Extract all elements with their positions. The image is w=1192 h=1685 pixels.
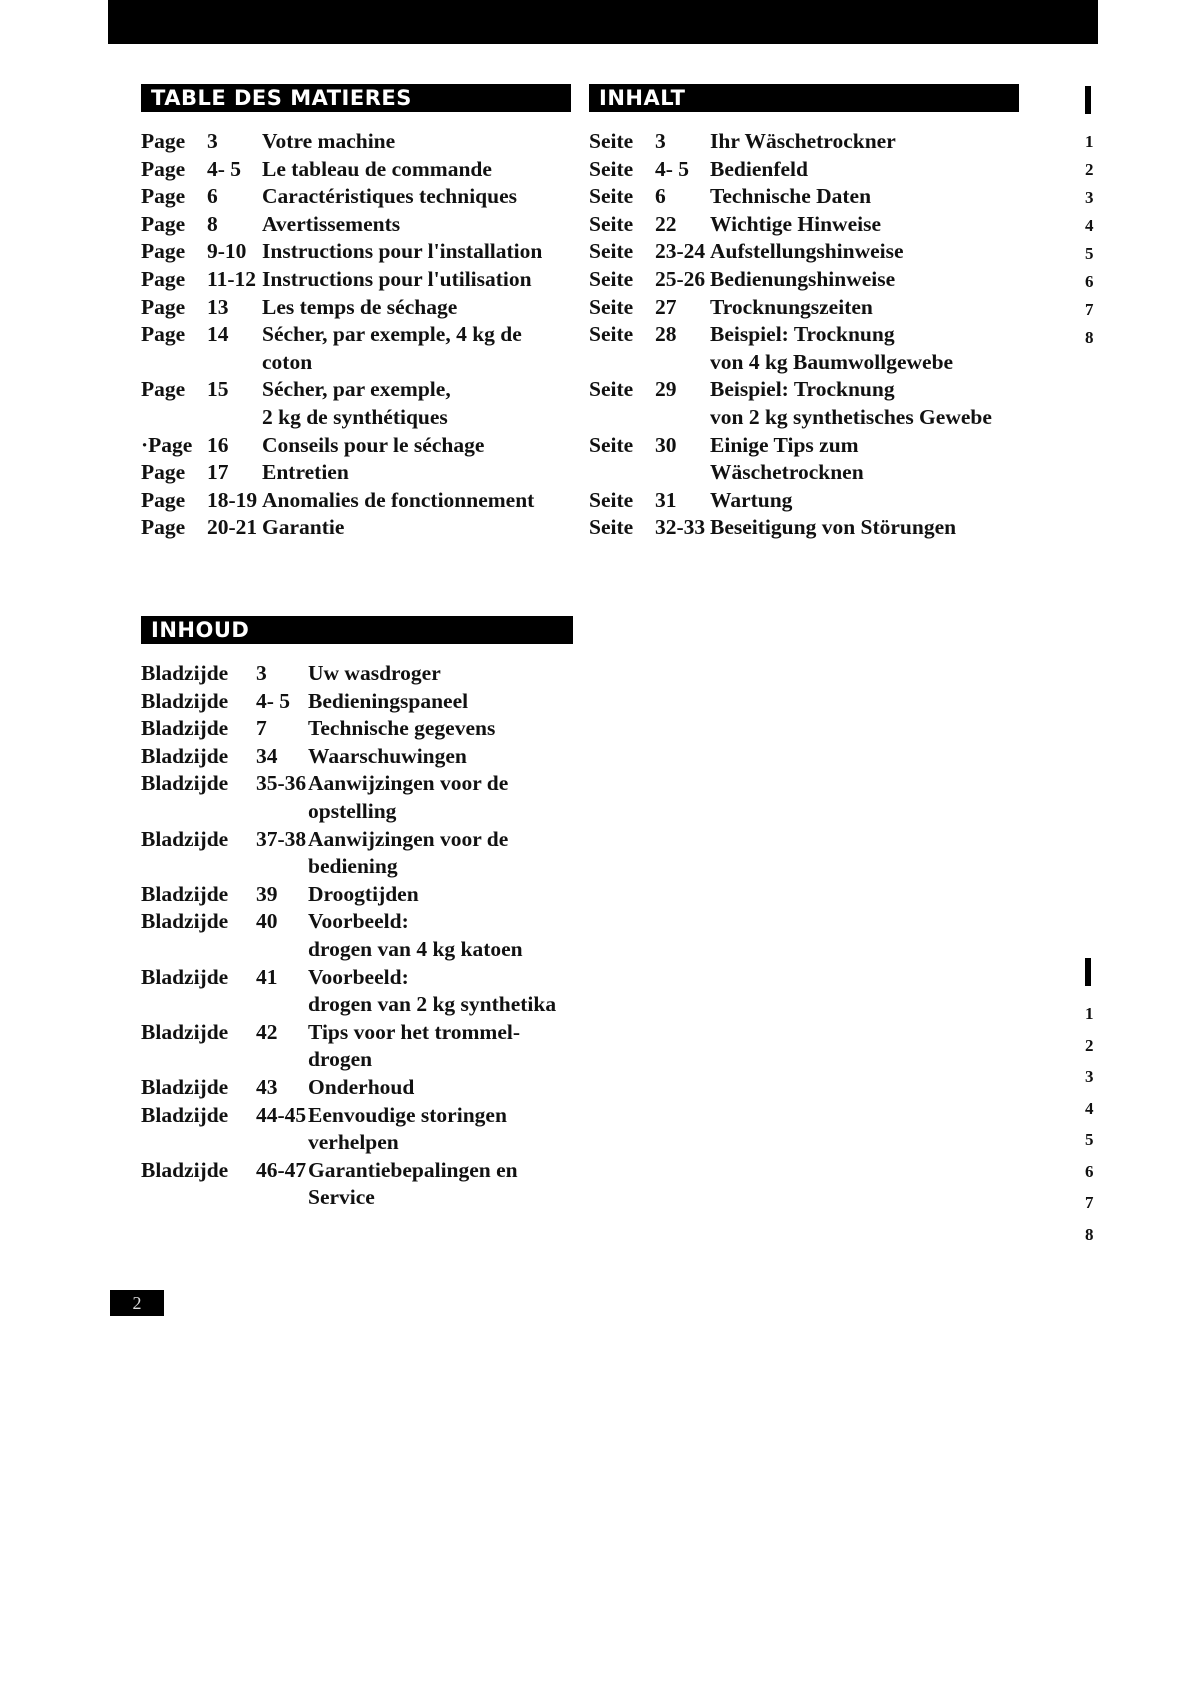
toc-entry — [589, 238, 992, 266]
toc-entry — [141, 128, 542, 156]
toc-entry — [141, 266, 542, 294]
toc-entry-title-line: Sécher, par exemple, 4 kg de — [262, 322, 522, 347]
toc-entry-title — [308, 743, 467, 771]
toc-entry — [141, 1102, 556, 1157]
toc-entry — [141, 908, 556, 963]
toc-entry-label: Bladzijde — [141, 661, 229, 685]
toc-entry-title-line: Technische Daten — [710, 184, 872, 209]
toc-entry — [141, 1019, 556, 1074]
toc-entry-title — [262, 376, 451, 431]
toc-entry-title-line: Conseils pour le séchage — [262, 432, 485, 457]
toc-entry-title — [308, 964, 556, 1019]
toc-entry — [589, 183, 992, 211]
margin-marker-bottom — [1085, 958, 1091, 986]
toc-entry-title — [308, 881, 419, 909]
toc-entry — [141, 881, 556, 909]
toc-entry-title — [710, 211, 881, 239]
toc-entry-title — [308, 826, 508, 881]
toc-entry-page: 46-47 — [256, 1157, 307, 1182]
toc-entry — [589, 266, 992, 294]
toc-entry-title-line: Bedienfeld — [710, 156, 808, 181]
toc-entry-title — [308, 715, 495, 743]
toc-entry-title-continuation: drogen — [308, 1047, 373, 1072]
toc-entry-title — [308, 1074, 414, 1102]
toc-entry — [589, 294, 992, 322]
toc-entry-title-line: Sécher, par exemple, — [262, 377, 451, 402]
toc-entry-label: Bladzijde — [141, 743, 229, 768]
dutch-toc-heading: INHOUD — [141, 616, 573, 644]
toc-entry-label: Page — [141, 487, 186, 512]
toc-entry-title-line: Ihr Wäschetrockner — [710, 129, 896, 153]
toc-entry-title — [710, 321, 953, 376]
toc-entry-title — [308, 1019, 520, 1074]
toc-entry-title-line: Garantiebepalingen en — [308, 1157, 518, 1182]
toc-entry-title — [262, 487, 534, 515]
toc-entry-label: Bladzijde — [141, 771, 229, 796]
toc-entry-title-continuation: opstelling — [308, 798, 397, 823]
top-black-bar — [108, 0, 1098, 44]
toc-entry-label: Page — [141, 460, 186, 485]
toc-entry-title — [710, 487, 792, 515]
toc-entry — [141, 514, 542, 542]
toc-entry-title-line: Waarschuwingen — [308, 743, 467, 768]
margin-number: 7 — [1085, 1193, 1094, 1212]
toc-entry-page: 27 — [655, 294, 677, 319]
margin-number: 5 — [1085, 1130, 1094, 1149]
toc-entry-title-continuation: drogen van 2 kg synthetika — [308, 992, 557, 1017]
toc-entry-title-line: Uw wasdroger — [308, 661, 441, 685]
toc-entry-label: Page — [141, 184, 186, 209]
toc-entry-page: 17 — [207, 460, 229, 485]
toc-entry-label: Bladzijde — [141, 909, 229, 934]
toc-entry — [141, 238, 542, 266]
margin-number: 8 — [1085, 1224, 1094, 1244]
toc-entry-page: 44-45 — [256, 1102, 307, 1127]
toc-entry-title-line: Entretien — [262, 460, 349, 485]
toc-entry-page: 3 — [256, 661, 267, 685]
toc-entry-title-line: Wichtige Hinweise — [710, 211, 881, 236]
toc-entry — [141, 183, 542, 211]
toc-entry-title-line: Aufstellungshinweise — [710, 239, 904, 264]
toc-entry-title — [710, 183, 871, 211]
margin-number: 5 — [1085, 244, 1094, 263]
toc-entry-title-line: Tips voor het trommel- — [308, 1019, 520, 1044]
toc-entry-label: Page — [141, 377, 186, 402]
toc-entry — [141, 156, 542, 184]
toc-entry-label: Seite — [589, 266, 634, 291]
toc-entry — [589, 514, 992, 542]
french-toc-heading: TABLE DES MATIERES — [141, 84, 571, 112]
toc-entry-title-line: Beispiel: Trocknung — [710, 377, 895, 402]
page-number-badge: 2 — [110, 1290, 164, 1316]
toc-entry — [141, 964, 556, 1019]
toc-entry-label: Seite — [589, 129, 634, 153]
margin-number: 4 — [1085, 216, 1094, 235]
toc-entry — [589, 156, 992, 184]
toc-entry — [141, 294, 542, 322]
toc-entry-label: Page — [141, 266, 186, 291]
toc-entry-label: Seite — [589, 377, 634, 402]
dutch-toc — [141, 660, 556, 1212]
toc-entry-page: 4- 5 — [256, 688, 291, 713]
toc-entry-title-continuation: Wäschetrocknen — [710, 460, 864, 485]
toc-entry-title-line: Beseitigung von Störungen — [710, 515, 957, 540]
toc-entry-title — [262, 156, 492, 184]
toc-entry-label: Bladzijde — [141, 1102, 229, 1127]
toc-entry-title-line: Bedienungshinweise — [710, 266, 896, 291]
toc-entry-title — [710, 266, 895, 294]
toc-entry-title-line: Einige Tips zum — [710, 432, 859, 457]
toc-entry — [141, 211, 542, 239]
toc-entry-title-continuation: verhelpen — [308, 1130, 399, 1155]
toc-entry-page: 7 — [256, 716, 267, 741]
toc-entry-title-line: Garantie — [262, 515, 345, 540]
toc-entry-title — [710, 238, 904, 266]
toc-entry-title — [308, 1102, 507, 1157]
toc-entry-page: 14 — [207, 322, 229, 347]
toc-entry-page: 39 — [256, 881, 278, 906]
toc-entry-title — [262, 514, 344, 542]
toc-entry — [141, 432, 542, 460]
toc-entry-page: 34 — [256, 743, 278, 768]
margin-number: 8 — [1085, 328, 1094, 347]
toc-entry — [589, 487, 992, 515]
toc-entry-label: Seite — [589, 239, 634, 264]
toc-entry — [141, 487, 542, 515]
german-toc-heading: INHALT — [589, 84, 1019, 112]
toc-entry — [589, 321, 992, 376]
toc-entry-page: 6 — [207, 184, 218, 209]
toc-entry-label: Page — [141, 294, 186, 319]
toc-entry-page: 43 — [256, 1074, 278, 1099]
toc-entry — [141, 321, 542, 376]
toc-entry — [141, 770, 556, 825]
toc-entry-label: Bladzijde — [141, 881, 229, 906]
toc-entry-title-line: Droogtijden — [308, 881, 419, 906]
toc-entry-page: 22 — [655, 211, 677, 236]
toc-entry-title-line: Instructions pour l'installation — [262, 239, 543, 264]
toc-entry — [589, 128, 992, 156]
toc-entry — [589, 211, 992, 239]
toc-entry-title — [710, 376, 992, 431]
toc-entry — [141, 376, 542, 431]
toc-entry-page: 42 — [256, 1019, 278, 1044]
margin-marker-top — [1085, 86, 1091, 114]
toc-entry-page: 30 — [655, 432, 677, 457]
toc-entry-label: Page — [141, 239, 186, 264]
toc-entry-page: 9-10 — [207, 239, 247, 264]
toc-entry-label: Seite — [589, 184, 634, 209]
toc-entry-title-continuation: Service — [308, 1185, 375, 1210]
margin-number: 1 — [1085, 132, 1094, 151]
toc-entry-page: 29 — [655, 377, 677, 402]
margin-number: 6 — [1085, 272, 1094, 291]
toc-entry-title-line: Trocknungszeiten — [710, 294, 873, 319]
toc-entry-label: Page — [141, 129, 186, 153]
toc-entry-title — [262, 432, 484, 460]
toc-entry-page: 41 — [256, 964, 278, 989]
toc-entry-label: Page — [141, 211, 186, 236]
toc-entry-page: 40 — [256, 909, 278, 934]
toc-entry-label: Seite — [589, 294, 634, 319]
toc-entry-label: Bladzijde — [141, 1157, 229, 1182]
toc-entry-title — [262, 183, 517, 211]
toc-entry-label: Bladzijde — [141, 1019, 229, 1044]
toc-entry-label: Seite — [589, 156, 634, 181]
toc-entry-title-continuation: 2 kg de synthétiques — [262, 404, 448, 429]
margin-number: 2 — [1085, 160, 1094, 179]
toc-entry-page: 28 — [655, 322, 677, 347]
toc-entry-title-line: Anomalies de fonctionnement — [262, 487, 535, 512]
toc-entry-label: Page — [141, 515, 186, 540]
toc-entry-label: Seite — [589, 211, 634, 236]
toc-entry-title-line: Le tableau de commande — [262, 156, 492, 181]
toc-entry-label: Page — [141, 156, 186, 181]
toc-entry-page: 11-12 — [207, 266, 256, 291]
toc-entry-title-line: Technische gegevens — [308, 716, 496, 741]
toc-entry — [141, 459, 542, 487]
toc-entry-label: Seite — [589, 515, 634, 540]
toc-entry-title-line: Beispiel: Trocknung — [710, 322, 895, 347]
margin-number: 4 — [1085, 1098, 1094, 1118]
toc-entry-page: 4- 5 — [207, 156, 242, 181]
toc-entry-page: 23-24 — [655, 239, 706, 264]
toc-entry-page: 16 — [207, 432, 229, 457]
toc-entry-page: 20-21 — [207, 515, 258, 540]
french-toc — [141, 128, 542, 542]
toc-entry-title-line: Onderhoud — [308, 1074, 415, 1099]
toc-entry — [589, 376, 992, 431]
toc-entry-title-line: Voorbeeld: — [308, 964, 409, 989]
toc-entry — [141, 1074, 556, 1102]
toc-entry-label: Bladzijde — [141, 716, 229, 741]
toc-entry — [141, 660, 556, 688]
toc-entry-title — [710, 432, 864, 487]
toc-entry-title-line: Caractéristiques techniques — [262, 184, 517, 209]
toc-entry-title-line: Wartung — [710, 487, 793, 512]
toc-entry-page: 18-19 — [207, 487, 258, 512]
toc-entry-title — [262, 321, 522, 376]
toc-entry-title-line: Aanwijzingen voor de — [308, 826, 509, 851]
toc-entry — [141, 743, 556, 771]
toc-entry-title-line: Les temps de séchage — [262, 294, 458, 319]
toc-entry-page: 4- 5 — [655, 156, 690, 181]
toc-entry-label: Page — [141, 322, 186, 347]
toc-entry-page: 35-36 — [256, 771, 307, 796]
margin-number: 3 — [1085, 188, 1094, 207]
toc-entry-page: 37-38 — [256, 826, 307, 851]
toc-entry-page: 25-26 — [655, 266, 706, 291]
toc-entry-title — [262, 266, 532, 294]
toc-entry-title-continuation: bediening — [308, 854, 398, 879]
toc-entry — [141, 688, 556, 716]
toc-entry-page: 6 — [655, 184, 666, 209]
toc-entry-title-line: Avertissements — [262, 211, 401, 236]
toc-entry-title — [308, 770, 508, 825]
toc-entry-page: 3 — [207, 129, 218, 153]
toc-entry-label: Seite — [589, 487, 634, 512]
toc-entry-page: 8 — [207, 211, 218, 236]
toc-entry-title — [710, 294, 873, 322]
toc-entry-title — [262, 211, 400, 239]
toc-entry — [141, 715, 556, 743]
toc-entry-page: 15 — [207, 377, 229, 402]
toc-entry-label: Seite — [589, 432, 634, 457]
toc-entry-label: Bladzijde — [141, 964, 229, 989]
toc-entry-title — [308, 908, 523, 963]
toc-entry-title-continuation: von 4 kg Baumwollgewebe — [710, 349, 954, 374]
toc-entry — [589, 432, 992, 487]
toc-entry-title — [262, 294, 457, 322]
toc-entry-title-continuation: drogen van 4 kg katoen — [308, 936, 523, 961]
toc-entry-title-line: Votre machine — [262, 129, 396, 153]
toc-entry-page: 13 — [207, 294, 229, 319]
toc-entry-title — [262, 238, 542, 266]
toc-entry-page: 32-33 — [655, 515, 706, 540]
toc-entry-label: Bladzijde — [141, 1074, 229, 1099]
toc-entry-title-line: Instructions pour l'utilisation — [262, 266, 532, 291]
german-toc — [589, 128, 992, 542]
toc-entry-title — [262, 128, 395, 156]
toc-entry-title — [710, 514, 956, 542]
toc-entry-page: 3 — [655, 129, 666, 153]
toc-entry — [141, 1157, 556, 1212]
toc-entry-title — [710, 128, 896, 156]
toc-entry-title-continuation: von 2 kg synthetisches Gewebe — [710, 404, 992, 429]
toc-entry-title-line: Bedieningspaneel — [308, 688, 469, 713]
margin-number: 6 — [1085, 1161, 1094, 1181]
margin-number: 3 — [1085, 1067, 1094, 1086]
toc-entry-label: Bladzijde — [141, 688, 229, 713]
margin-number: 1 — [1085, 1004, 1094, 1023]
toc-entry-label: Bladzijde — [141, 826, 229, 851]
toc-entry-page: 31 — [655, 487, 677, 512]
toc-entry-title — [308, 1157, 518, 1212]
toc-entry-title — [262, 459, 349, 487]
toc-entry-title — [710, 156, 808, 184]
margin-number: 2 — [1085, 1035, 1094, 1055]
toc-entry-label: ·Page — [141, 432, 193, 457]
toc-entry-label: Seite — [589, 322, 634, 347]
toc-entry-title — [308, 660, 441, 688]
toc-entry-title-line: Voorbeeld: — [308, 909, 409, 934]
toc-entry-title-line: Eenvoudige storingen — [308, 1102, 507, 1127]
toc-entry — [141, 826, 556, 881]
toc-entry-title — [308, 688, 468, 716]
margin-number: 7 — [1085, 300, 1094, 319]
toc-entry-title-continuation: coton — [262, 349, 313, 374]
toc-entry-title-line: Aanwijzingen voor de — [308, 771, 509, 796]
